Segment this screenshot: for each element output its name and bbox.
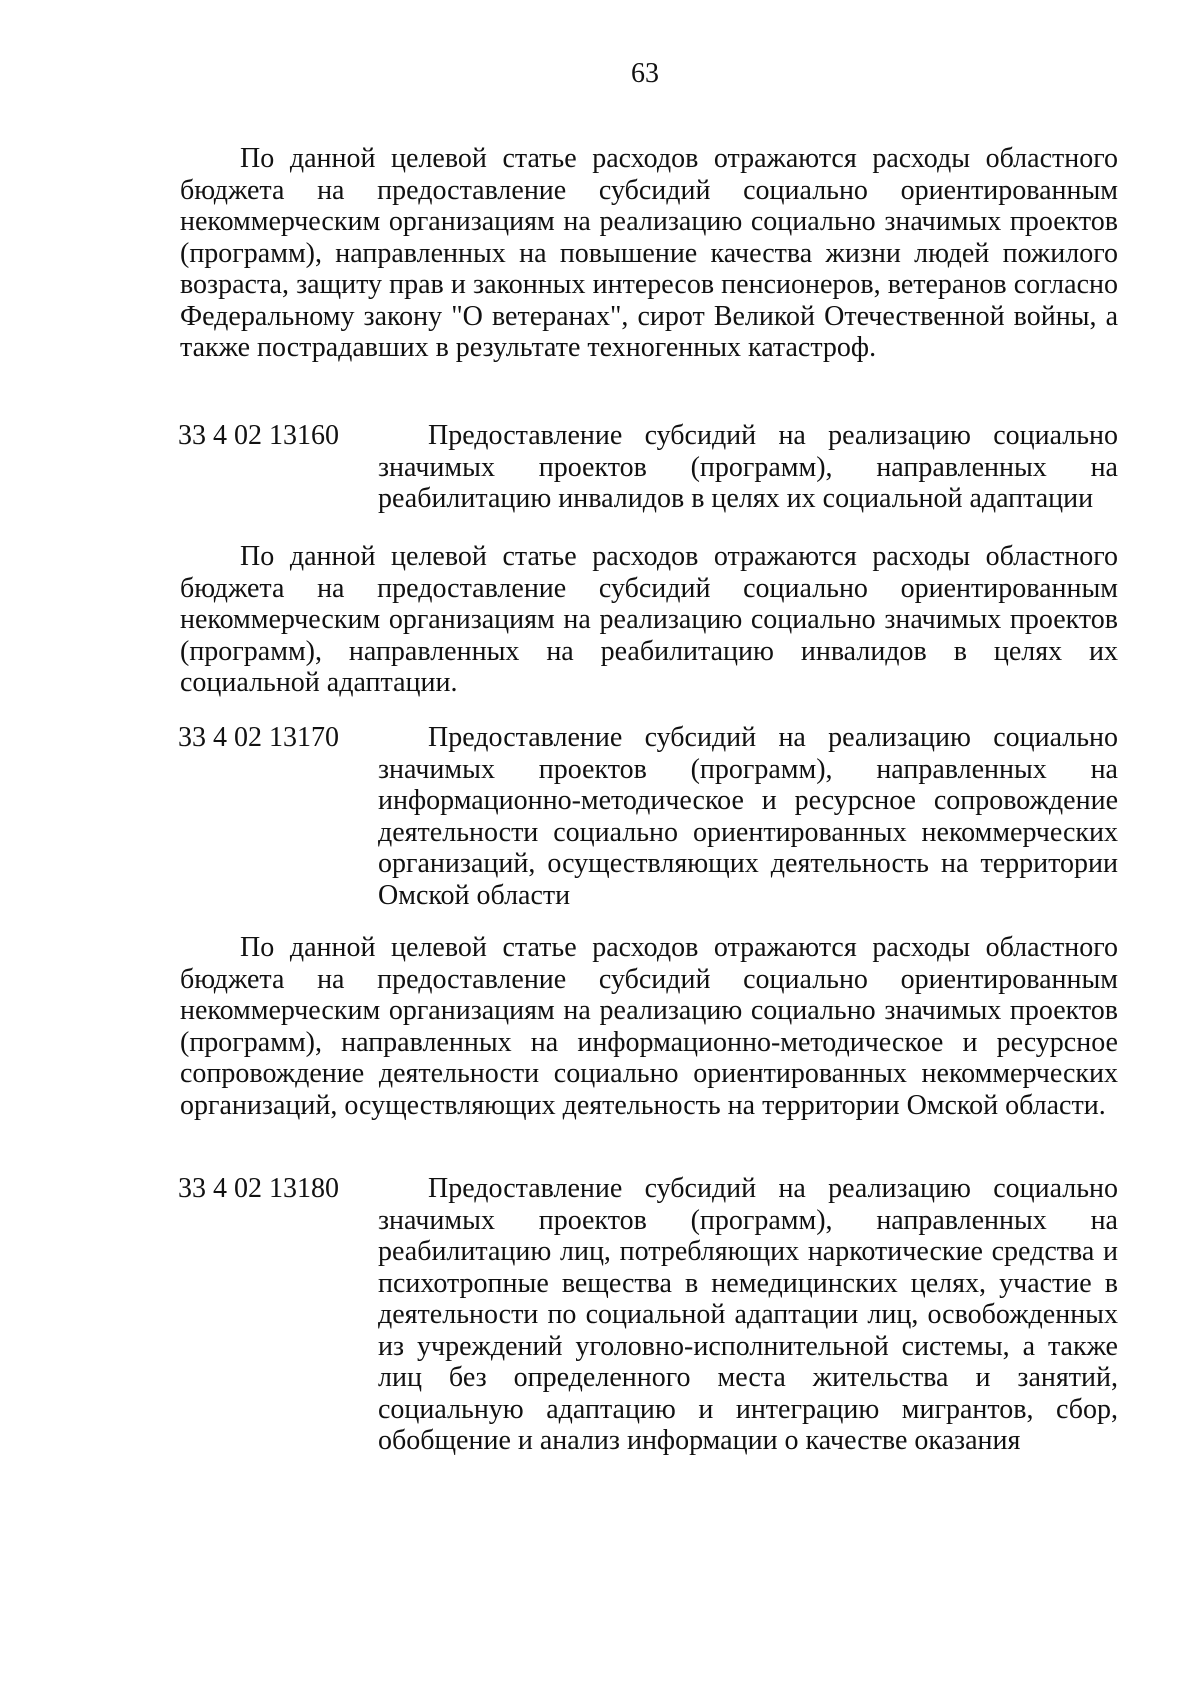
entry-code: 33 4 02 13170 [178, 722, 339, 753]
budget-entry-13180 [178, 1173, 1118, 1457]
page-number: 63 [631, 58, 659, 89]
entry-description: Предоставление субсидий на реализацию социально значимых проектов (программ), направленных на реабилитацию инвалидов в целях их социальной адаптации [378, 420, 1118, 514]
entry-code: 33 4 02 13160 [178, 420, 339, 451]
paragraph-1: По данной целевой статье расходов отражаются расходы областного бюджета на предоставление субсидий социально ориентированным некоммерческим организациям на реализацию социально значимых проектов (программ), направленных на повышение качества жизни людей пожилого возраста, защиту прав и законных интересов пенсионеров, ветеранов согласно Федеральному закону "О ветеранах", сирот Великой Отечественной войны, а также пострадавших в результате техногенных катастроф. [180, 143, 1118, 363]
entry-code: 33 4 02 13180 [178, 1173, 339, 1204]
budget-entry-13170 [178, 722, 1118, 911]
budget-entry-13160 [178, 420, 1118, 515]
paragraph-3: По данной целевой статье расходов отражаются расходы областного бюджета на предоставление субсидий социально ориентированным некоммерческим организациям на реализацию социально значимых проектов (программ), направленных на информационно-методическое и ресурсное сопровождение деятельности социально ориентированных некоммерческих организаций, осуществляющих деятельность на территории Омской области. [180, 932, 1118, 1121]
entry-description: Предоставление субсидий на реализацию социально значимых проектов (программ), направленных на реабилитацию лиц, потребляющих наркотические средства и психотропные вещества в немедицинских целях, участие в деятельности по социальной адаптации лиц, освобожденных из учреждений уголовно-исполнительной системы, а также лиц без определенного места жительства и занятий, социальную адаптацию и интеграцию мигрантов, сбор, обобщение и анализ информации о качестве оказания [378, 1173, 1118, 1456]
entry-description: Предоставление субсидий на реализацию социально значимых проектов (программ), направленных на информационно-методическое и ресурсное сопровождение деятельности социально ориентированных некоммерческих организаций, осуществляющих деятельность на территории Омской области [378, 722, 1118, 911]
paragraph-2: По данной целевой статье расходов отражаются расходы областного бюджета на предоставление субсидий социально ориентированным некоммерческим организациям на реализацию социально значимых проектов (программ), направленных на реабилитацию инвалидов в целях их социальной адаптации. [180, 541, 1118, 698]
